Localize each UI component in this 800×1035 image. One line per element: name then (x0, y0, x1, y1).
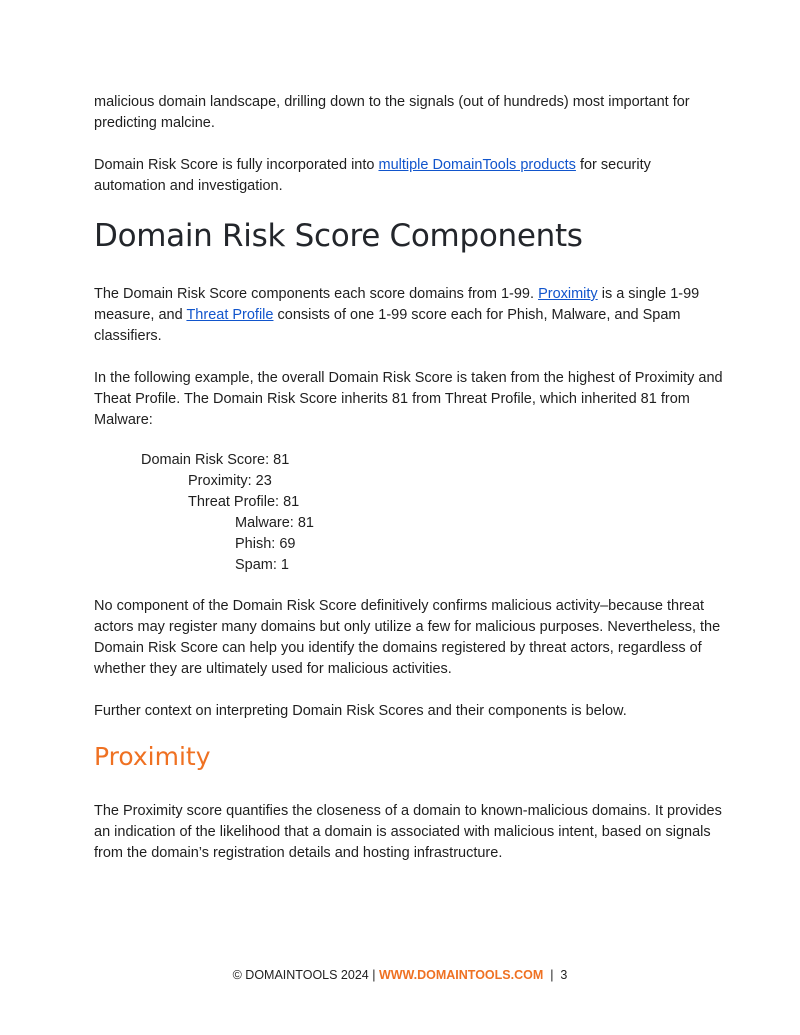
components-paragraph-4: Further context on interpreting Domain Risk Scores and their components is below. (94, 703, 627, 719)
proximity-paragraph-1: The Proximity score quantifies the closeness of a domain to known-malicious domains. It provides an indication of the likelihood that a domain is associated with malicious intent, based on signals from the domain’s registration details and hosting infrastructure. (94, 803, 722, 861)
intro-text: Domain Risk Score is fully incorporated into (94, 157, 379, 173)
footer-site-link[interactable]: WWW.DOMAINTOOLS.COM (378, 968, 544, 982)
proximity-heading: Proximity (94, 742, 211, 771)
threat-profile-link[interactable]: Threat Profile (186, 307, 274, 323)
tree-phish: Phish: 69 (235, 536, 296, 552)
intro-paragraph-1: malicious domain landscape, drilling down to the signals (out of hundreds) most important for predicting malcine. (94, 94, 690, 131)
tree-malware: Malware: 81 (235, 515, 314, 531)
components-paragraph-2: In the following example, the overall Domain Risk Score is taken from the highest of Proximity and Theat Profile. The Domain Risk Score inherits 81 from Threat Profile, which inherited 81 from Malware: (94, 370, 723, 428)
tree-proximity: Proximity: 23 (188, 473, 272, 489)
page-footer (0, 968, 800, 982)
domaintools-products-link[interactable]: multiple DomainTools products (378, 157, 576, 173)
proximity-link[interactable]: Proximity (538, 286, 598, 302)
footer-copyright: © DOMAINTOOLS 2024 | (232, 968, 379, 982)
components-paragraph-1 (94, 284, 724, 347)
tree-threat-profile: Threat Profile: 81 (188, 494, 300, 510)
tree-domain-risk-score: Domain Risk Score: 81 (141, 452, 290, 468)
tree-spam: Spam: 1 (235, 557, 289, 573)
components-paragraph-3: No component of the Domain Risk Score definitively confirms malicious activity–because threat actors may register many domains but only utilize a few for malicious purposes. Nevertheless, the Domain Risk Score can help you identify the domains registered by threat actors, regardless of whether they are ultimately used for malicious activities. (94, 598, 721, 677)
intro-text: for security automation and investigation. (94, 157, 651, 194)
components-text: is a single 1-99 measure, and (94, 286, 700, 323)
intro-paragraph-2 (94, 155, 724, 197)
footer-page-number: | 3 (543, 968, 568, 982)
components-text: consists of one 1-99 score each for Phish, Malware, and Spam classifiers. (94, 307, 681, 344)
components-heading: Domain Risk Score Components (94, 218, 583, 254)
components-text: The Domain Risk Score components each score domains from 1-99. (94, 286, 539, 302)
